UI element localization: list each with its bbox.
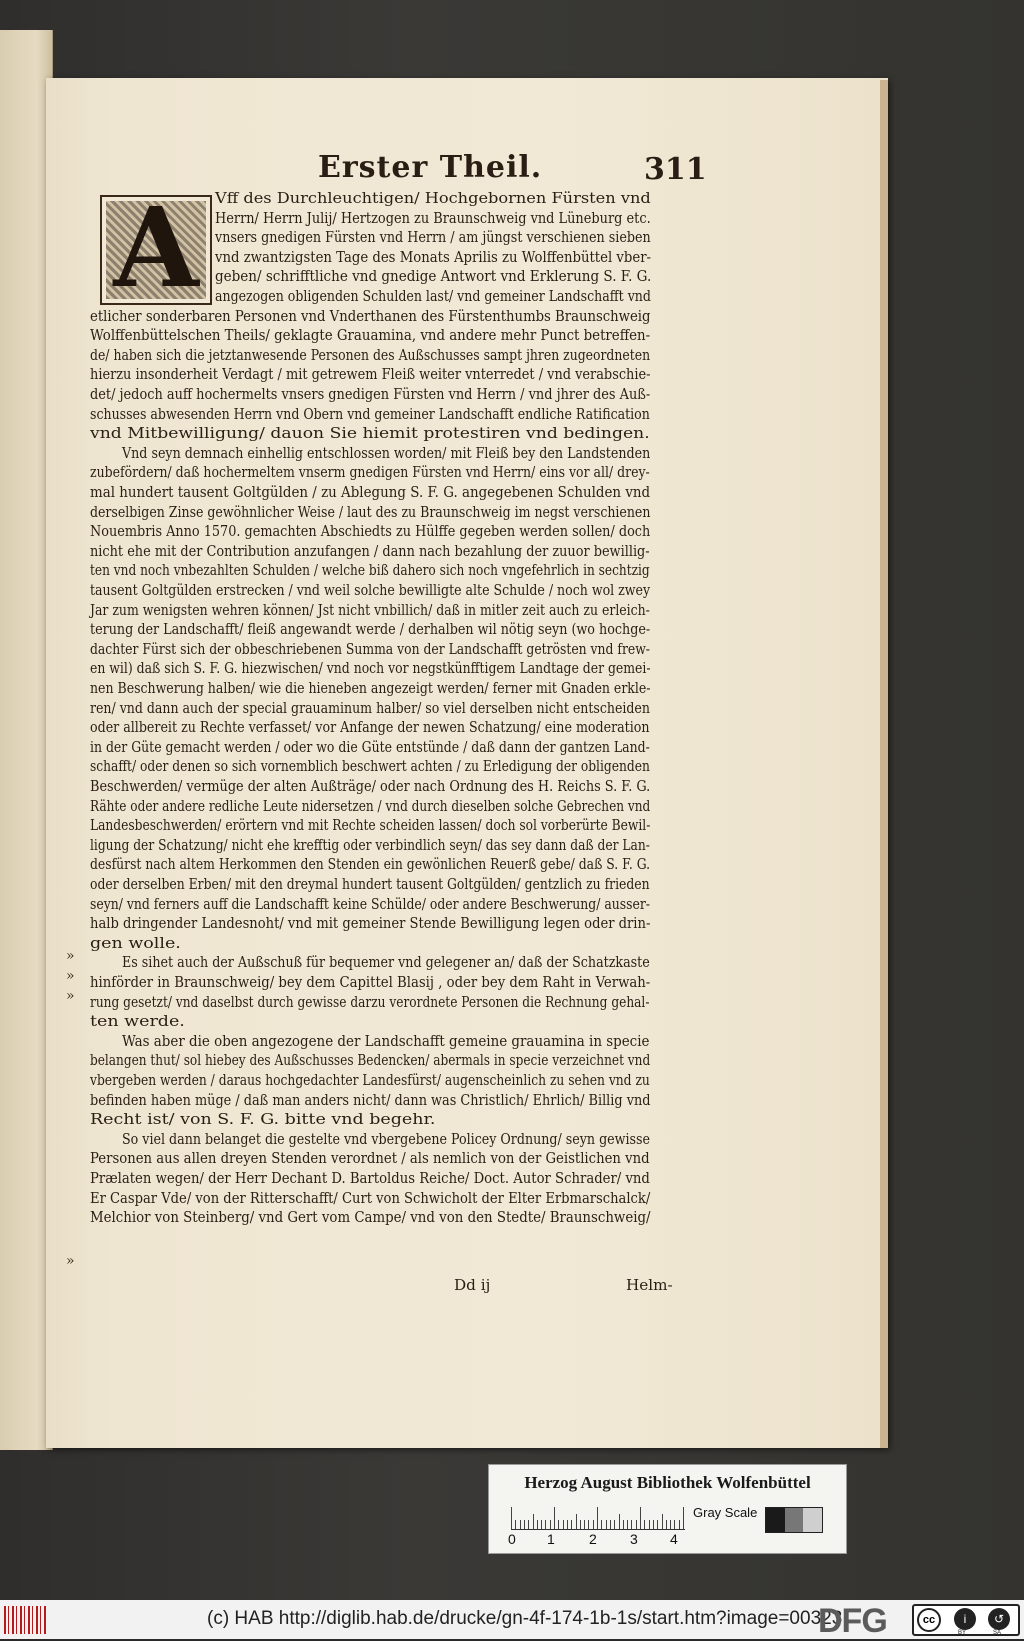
- text-line: ligung der Schatzung/ nicht ehe krefftig oder verbindlich seyn/ das sey dann daß der Lan-: [90, 835, 650, 854]
- ruler-number: 1: [547, 1531, 555, 1547]
- margin-quote-mark: »: [66, 948, 75, 964]
- ruler-tick: [580, 1520, 581, 1529]
- text-line: angezogen obligenden Schulden last/ vnd gemeiner Landschafft vnd: [215, 287, 651, 305]
- ruler-tick: [666, 1520, 667, 1529]
- ruler-tick: [636, 1520, 637, 1529]
- ruler-tick: [610, 1520, 611, 1529]
- text-line: oder derselben Erben/ mit den dreymal hundert tausent Goltgülden/ gentzlich zu frieden: [90, 875, 650, 893]
- footer-bar: [0, 1600, 1024, 1639]
- sa-icon: ↺: [988, 1608, 1010, 1630]
- text-line: Er Caspar Vde/ von der Ritterschafft/ Curt von Schwicholt der Elter Erbmarschalck/: [90, 1188, 651, 1207]
- text-line: Personen aus allen dreyen Stenden verordnet / als nemlich von der Geistlichen vnd: [90, 1149, 650, 1168]
- page-fore-edge: [880, 80, 888, 1448]
- text-line: nen Beschwerung halben/ wie die hieneben angezeigt werden/ ferner mit Gnaden erkle-: [90, 679, 651, 697]
- ruler-number: 4: [670, 1531, 678, 1547]
- scale-ruler: [511, 1503, 685, 1530]
- text-line: de/ haben sich die jetztanwesende Personen des Außschusses sampt jhren zugeordneten: [90, 345, 651, 364]
- ruler-tick: [593, 1520, 594, 1529]
- text-line: Recht ist/ von S. F. G. bitte vnd begehr.: [90, 1110, 436, 1129]
- ruler-tick: [545, 1520, 546, 1529]
- ruler-tick: [515, 1520, 516, 1529]
- text-line: gen wolle.: [90, 933, 181, 952]
- text-line: ren/ vnd dann auch der special grauaminum halber/ so viel derselben nicht entscheiden: [90, 698, 650, 717]
- ruler-tick: [657, 1520, 658, 1529]
- ruler-tick: [524, 1520, 525, 1529]
- ruler-tick: [653, 1520, 654, 1529]
- text-line: Herrn/ Herrn Julij/ Hertzogen zu Braunschweig vnd Lüneburg etc.: [215, 208, 651, 227]
- text-line: vnd Mitbewilligung/ dauon Sie hiemit protestiren vnd bedingen.: [90, 424, 650, 443]
- text-line: zubefördern/ daß hochermeltem vnserm gnedigen Fürsten vnd Herrn/ eins vor all/ drey-: [90, 463, 650, 482]
- text-line: vbergeben werden / daraus hochgedachter Landesfürst/ augenscheinlich zu sehen vnd zu: [90, 1071, 650, 1089]
- text-line: ten vnd noch vnbezahlten Schulden / welche biß dahero sich noch vngefehrlich in sechtzig: [90, 561, 650, 580]
- text-line: Landesbeschwerden/ erörtern vnd mit Rechte scheiden lassen/ doch sol vorberürte Bewil-: [90, 816, 651, 835]
- ruler-tick: [679, 1520, 680, 1529]
- text-line: Melchior von Steinberg/ vnd Gert vom Campe/ vnd von den Stedte/ Braunschweig/: [90, 1208, 651, 1227]
- text-line: ten werde.: [90, 1012, 185, 1031]
- ruler-tick: [662, 1514, 663, 1529]
- text-line: nicht ehe mit der Contribution anzufangen / dann nach bezahlung der zuuor bewillig-: [90, 541, 650, 560]
- ruler-tick: [584, 1520, 585, 1529]
- ruler-tick: [644, 1520, 645, 1529]
- running-head: Erster Theil.: [318, 150, 543, 185]
- text-line: vnsers gnedigen Fürsten vnd Herrn / am jüngst verschienen sieben: [215, 228, 651, 247]
- ruler-tick: [588, 1520, 589, 1529]
- library-name: Herzog August Bibliothek Wolfenbüttel: [524, 1473, 811, 1492]
- margin-quote-mark: »: [66, 988, 75, 1004]
- ruler-tick: [597, 1507, 598, 1529]
- ruler-tick: [571, 1520, 572, 1529]
- ruler-tick: [554, 1507, 555, 1529]
- gray-swatch: [766, 1508, 785, 1532]
- text-line: mal hundert tausent Goltgülden / zu Ablegung S. F. G. angegebenen Schulden vnd: [90, 483, 651, 501]
- ruler-tick: [623, 1520, 624, 1529]
- text-line: hinförder in Braunschweig/ bey dem Capittel Blasij , oder bey dem Raht in Verwah-: [90, 973, 651, 991]
- text-line: befinden haben müge / daß man anders nicht/ dann was Christlich/ Ehrlich/ Billig vnd: [90, 1090, 651, 1109]
- ruler-tick: [567, 1520, 568, 1529]
- initial-letter: A: [113, 183, 199, 312]
- ruler-tick: [631, 1520, 632, 1529]
- ruler-tick: [601, 1520, 602, 1529]
- text-line: desfürst nach altem Herkommen den Stenden ein gewönlichen Reuerß gebe/ daß S. F. G.: [90, 855, 651, 874]
- signature-mark: Dd ij: [454, 1276, 491, 1294]
- margin-quote-mark: »: [66, 968, 75, 984]
- text-line: halb dringender Landesnoht/ vnd mit gemeiner Stende Bewilligung legen oder drin-: [90, 914, 651, 933]
- ruler-tick: [670, 1520, 671, 1529]
- text-line: rung gesetzt/ vnd daselbst durch gewisse darzu verordnete Personen die Rechnung gehal-: [90, 992, 650, 1011]
- text-line: Nouembris Anno 1570. gemachten Abschiedts zu Hülffe gegeben werden sollen/ doch: [90, 522, 651, 541]
- text-line: oder allbereit zu Rechte verfasset/ vor Anfange der newen Schatzung/ eine moderation: [90, 718, 650, 737]
- sa-label: SA: [993, 1630, 1002, 1636]
- text-line: Prælaten wegen/ der Herr Dechant D. Bartoldus Reiche/ Doct. Autor Schrader/ vnd: [90, 1169, 650, 1187]
- text-line: vnd zwantzigsten Tage des Monats Aprilis zu Wolffenbüttel vber-: [215, 247, 652, 266]
- ruler-tick: [576, 1514, 577, 1529]
- ruler-number: 2: [589, 1531, 597, 1547]
- text-line: Es sihet auch der Außschuß für bequemer vnd gelegener an/ daß der Schatzkaste: [122, 953, 650, 972]
- text-line: Beschwerden/ vermüge der alten Außträge/ oder nach Ordnung des H. Reichs S. F. G.: [90, 777, 651, 795]
- by-icon: i: [954, 1608, 976, 1630]
- ruler-tick: [558, 1520, 559, 1529]
- text-line: derselbigen Zinse gewöhnlicher Weise / laut des zu Braunschweig im negst verschienen: [90, 502, 651, 521]
- gray-swatch: [785, 1508, 804, 1532]
- text-line: Vff des Durchleuchtigen/ Hochgebornen Fürsten vnd: [215, 189, 651, 207]
- ruler-tick: [640, 1507, 641, 1529]
- ruler-tick: [614, 1520, 615, 1529]
- gray-swatch: [803, 1508, 822, 1532]
- cc-license-badge[interactable]: [912, 1604, 1020, 1636]
- dfg-logo: DFG: [818, 1602, 887, 1640]
- ruler-tick: [541, 1520, 542, 1529]
- text-line: belangen thut/ sol hiebey des Außschusses Bedencken/ abermals in specie verzeichnet vnd: [90, 1051, 651, 1070]
- text-line: geben/ schrifftliche vnd gnedige Antwort vnd Erklerung S. F. G.: [215, 267, 652, 286]
- ruler-tick: [627, 1520, 628, 1529]
- text-line: in der Güte gemacht werden / oder wo die Güte entstünde / daß dann der gantzen Land-: [90, 737, 650, 756]
- text-line: en wil) daß sich S. F. G. hiezwischen/ vnd noch vor negstkünfftigem Landtage der gemei-: [90, 659, 651, 678]
- text-line: Rähte oder andere redliche Leute nidersetzen / vnd durch dieselben solche Gebrechen vnd: [90, 796, 651, 815]
- text-line: Jar zum wenigsten wehren können/ Jst nicht vnbillich/ daß in mitler zeit auch zu erleich-: [90, 600, 650, 619]
- page-number: 311: [644, 152, 707, 187]
- text-line: hierzu insonderheit Verdagt / mit getrewem Fleiß weiter vnterredet / vnd verabschie-: [90, 365, 651, 384]
- margin-quote-mark: »: [66, 1253, 75, 1269]
- text-line: seyn/ vnd ferners auff die Landschafft keine Schülde/ oder andere Beschwerung/ ausser-: [90, 894, 650, 913]
- ruler-tick: [683, 1507, 684, 1529]
- text-line: Vnd seyn demnach einhellig entschlossen worden/ mit Fleiß bey den Landstenden: [122, 443, 651, 462]
- text-line: So viel dann belanget die gestelte vnd vbergebene Policey Ordnung/ seyn gewisse: [122, 1129, 651, 1148]
- footer-credit-link[interactable]: (c) HAB http://diglib.hab.de/drucke/gn-4f-174-1b-1s/start.htm?image=00323: [207, 1608, 843, 1629]
- text-line: det/ jedoch auff hochermelts vnsers gnedigen Fürsten vnd Herrn / vnd jhrer des Auß-: [90, 385, 651, 403]
- text-line: schusses abwesenden Herrn vnd Obern vnd gemeiner Landschafft endliche Ratification: [90, 404, 650, 423]
- text-line: tausent Goltgülden erstrecken / vnd weil solche bewilligte alte Schulde / noch wol zwey: [90, 581, 651, 599]
- barcode-icon: [4, 1606, 48, 1634]
- ruler-number: 3: [630, 1531, 638, 1547]
- text-line: terung der Landschafft/ fleiß angewandt werde / derhalben wil nötig seyn (wo hochge-: [90, 620, 651, 639]
- ruler-tick: [649, 1520, 650, 1529]
- text-line: Wolffenbüttelschen Theils/ geklagte Grauamina, vnd andere mehr Punct betreffen-: [90, 326, 651, 345]
- text-line: schafft/ oder denen so sich vornemblich beschwert achten / zu Erledigung der obligenden: [90, 757, 650, 776]
- catchword: Helm-: [626, 1276, 673, 1294]
- ruler-tick: [520, 1520, 521, 1529]
- gray-scale-label: Gray Scale: [693, 1505, 758, 1520]
- ruler-tick: [511, 1507, 512, 1529]
- ruler-tick: [537, 1520, 538, 1529]
- ruler-tick: [674, 1520, 675, 1529]
- ruler-tick: [563, 1520, 564, 1529]
- gray-scale-swatches: [765, 1507, 823, 1533]
- decorated-initial: [100, 183, 212, 312]
- by-label: BY: [958, 1630, 967, 1636]
- ruler-tick: [533, 1514, 534, 1529]
- library-card: [488, 1464, 847, 1554]
- ruler-number: 0: [508, 1531, 516, 1547]
- text-line: Was aber die oben angezogene der Landschafft gemeine grauamina in specie: [122, 1031, 650, 1050]
- cc-icon: cc: [917, 1608, 941, 1632]
- ruler-tick: [528, 1520, 529, 1529]
- text-line: dachter Fürst sich der obbeschriebenen Summa von der Landschafft getrösten vnd frew-: [90, 639, 650, 658]
- ruler-tick: [619, 1514, 620, 1529]
- text-line: etlicher sonderbaren Personen vnd Vnderthanen des Fürstenthumbs Braunschweig: [90, 306, 651, 325]
- ruler-tick: [550, 1520, 551, 1529]
- ruler-tick: [606, 1520, 607, 1529]
